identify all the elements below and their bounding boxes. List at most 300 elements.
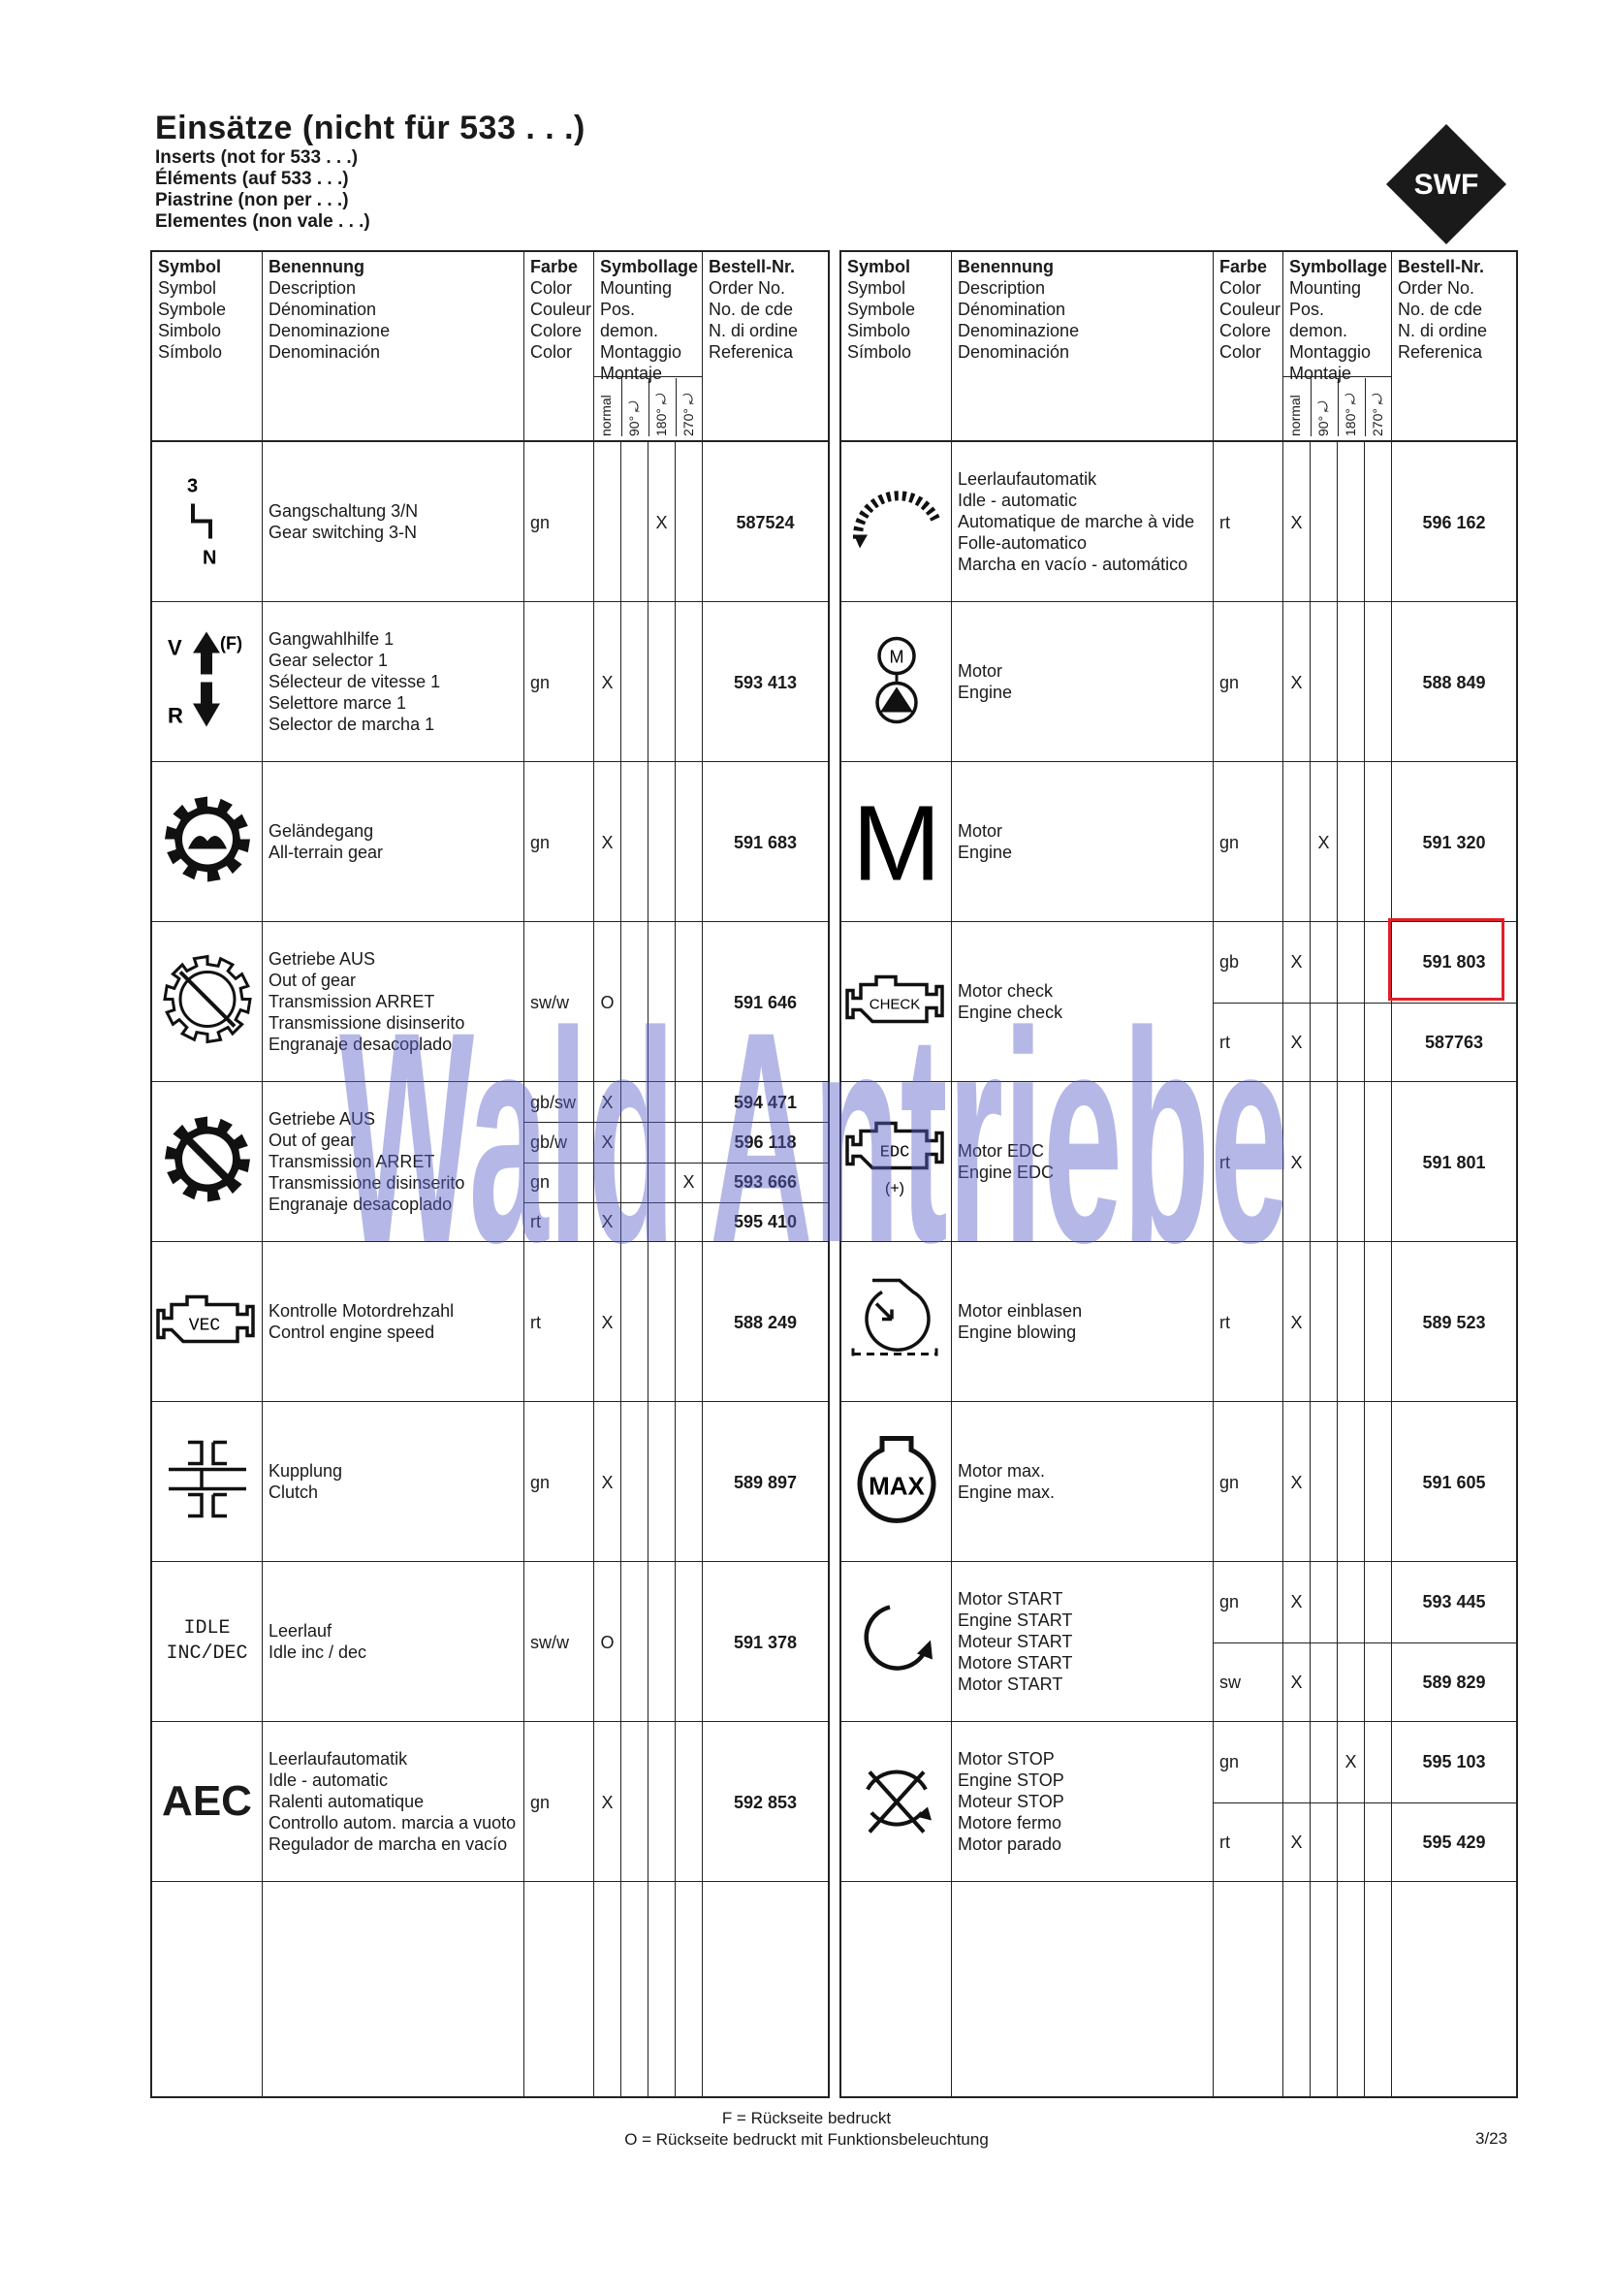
- description-line: Engine blowing: [958, 1323, 1077, 1342]
- table-row: [841, 442, 1516, 602]
- pos-270-cell: [1365, 1242, 1392, 1401]
- symbol-cell: [841, 1722, 952, 1881]
- pos-270-cell: [676, 1082, 703, 1241]
- header-symbol-en: Symbol: [847, 278, 906, 298]
- color-value: sw/w: [530, 1632, 569, 1652]
- table-row: [841, 1402, 1516, 1562]
- mounting-mark: X: [1290, 1032, 1303, 1052]
- header-symbol-fr: Symbole: [158, 300, 227, 319]
- pos-normal-cell: [1283, 922, 1311, 1081]
- mounting-mark: X: [601, 832, 614, 852]
- description-line: Engine START: [958, 1610, 1073, 1630]
- description-line: Engranaje desacoplado: [269, 1195, 453, 1214]
- description-line: Idle - automatic: [958, 491, 1078, 510]
- symbol-cell: [152, 442, 263, 601]
- order-number: 593 666: [733, 1172, 798, 1193]
- pos-90-cell: [621, 1722, 648, 1881]
- pos-normal-cell: [594, 1242, 621, 1401]
- description-line: Kupplung: [269, 1461, 343, 1481]
- table-row: [152, 602, 828, 762]
- header-desc-de: Benennung: [269, 257, 364, 276]
- description-line: Out of gear: [269, 971, 357, 990]
- svg-text:M: M: [889, 647, 903, 667]
- color-value: gn: [530, 832, 551, 852]
- description-line: Motore fermo: [958, 1813, 1062, 1833]
- order-cell: [703, 922, 828, 1081]
- description-lines: [958, 980, 1062, 1023]
- order-number: 587763: [1424, 1032, 1484, 1052]
- symbol-text-line: INC/DEC: [166, 1642, 248, 1665]
- description-cell: [952, 922, 1214, 1081]
- header-mounting-it: Montaggio: [600, 342, 682, 362]
- description-lines: [958, 1300, 1082, 1343]
- pos-normal-cell: [1283, 1562, 1311, 1721]
- mounting-mark: O: [600, 1632, 615, 1652]
- description-lines: [269, 1460, 342, 1503]
- svg-text:3: 3: [186, 475, 198, 497]
- header-color-fr: Couleur: [530, 300, 592, 319]
- pos-270-cell: [1365, 1562, 1392, 1721]
- order-number: 591 605: [1422, 1472, 1486, 1492]
- description-line: Engranaje desacoplado: [269, 1035, 453, 1054]
- pos-180-cell: [648, 1242, 676, 1401]
- description-cell: [263, 1402, 524, 1561]
- title-it: Piastrine (non per . . .): [155, 190, 349, 210]
- table-body: [841, 442, 1516, 2096]
- table-row: [152, 1562, 828, 1722]
- color-cell: [1214, 922, 1283, 1081]
- logo-text: SWF: [1413, 169, 1479, 201]
- header-mounting: [1283, 252, 1392, 440]
- order-number: 594 471: [733, 1092, 798, 1112]
- color-value: rt: [1219, 1152, 1230, 1172]
- description-lines: [269, 1748, 516, 1855]
- pos-normal-cell: [1283, 1082, 1311, 1241]
- pos-normal-cell: [594, 602, 621, 761]
- mounting-mark: X: [1290, 952, 1303, 973]
- table-row: [841, 922, 1516, 1082]
- color-value: rt: [530, 1212, 541, 1232]
- pos-270-cell: [676, 1402, 703, 1561]
- order-number: 589 897: [733, 1472, 798, 1492]
- pos-270-cell: [676, 602, 703, 761]
- header-symbol-es: Símbolo: [158, 342, 223, 362]
- symbol-cell: [152, 1882, 263, 2096]
- color-cell: [1214, 1402, 1283, 1561]
- order-number: 591 646: [733, 992, 798, 1012]
- order-cell: [703, 762, 828, 921]
- header-color-es: Color: [1219, 342, 1262, 362]
- color-value: rt: [1219, 1032, 1230, 1052]
- description-line: Clutch: [269, 1483, 319, 1502]
- pos-normal-cell: [1283, 1882, 1311, 2096]
- pos-270-cell: [676, 762, 703, 921]
- color-value: gn: [1219, 832, 1240, 852]
- symbol-cell: [841, 602, 952, 761]
- pos-180-cell: [1338, 1082, 1365, 1241]
- symbol-cell: [841, 442, 952, 601]
- description-cell: [952, 442, 1214, 601]
- header-order-fr: No. de cde: [1398, 300, 1483, 319]
- description-line: Gangwahlhilfe 1: [269, 629, 395, 649]
- order-number: 587524: [736, 512, 795, 532]
- header-symbol: [841, 252, 952, 440]
- description-line: Gangschaltung 3/N: [269, 501, 419, 521]
- svg-text:VEC: VEC: [188, 1316, 220, 1336]
- description-cell: [263, 442, 524, 601]
- description-lines: [269, 628, 440, 735]
- description-lines: [958, 1140, 1054, 1183]
- table-row: [841, 1242, 1516, 1402]
- pos-normal-cell: [594, 1402, 621, 1561]
- pos-270-label: 270° ⤾: [676, 378, 702, 436]
- table-row: [841, 1562, 1516, 1722]
- description-line: Regulador de marcha en vacío: [269, 1834, 508, 1854]
- color-value: rt: [1219, 1312, 1230, 1332]
- description-line: Gear selector 1: [269, 651, 389, 670]
- description-cell: [263, 1562, 524, 1721]
- description-line: Motor START: [958, 1674, 1063, 1694]
- header-color-de: Farbe: [530, 257, 579, 276]
- watermark-text: Wald Antriebe: [339, 969, 1289, 1305]
- header-mounting-en: Mounting: [600, 278, 673, 298]
- order-cell: [703, 1242, 828, 1401]
- svg-text:M: M: [851, 790, 941, 888]
- pos-normal-cell: [594, 442, 621, 601]
- symbol-cell: [841, 1082, 952, 1241]
- mounting-mark: X: [601, 1212, 614, 1232]
- clutch-icon: [159, 1431, 256, 1533]
- order-cell: [1392, 1722, 1516, 1881]
- color-value: gn: [1219, 1752, 1240, 1772]
- idle-automatic-icon: [848, 481, 945, 563]
- svg-text:MAX: MAX: [868, 1471, 925, 1501]
- description-line: Geländegang: [269, 821, 374, 841]
- header-color-it: Colore: [530, 321, 583, 340]
- mounting-mark: X: [1344, 1752, 1357, 1772]
- color-cell: [524, 442, 594, 601]
- order-cell: [1392, 442, 1516, 601]
- mounting-mark: X: [1290, 672, 1303, 692]
- symbol-cell: [152, 1402, 263, 1561]
- pos-180-cell: [1338, 922, 1365, 1081]
- mounting-mark: X: [601, 1792, 614, 1812]
- description-line: Leerlauf: [269, 1621, 332, 1641]
- description-line: Transmissione disinserito: [269, 1013, 465, 1033]
- description-line: Engine: [958, 683, 1013, 702]
- description-lines: [958, 1748, 1064, 1855]
- pos-90-cell: [621, 922, 648, 1081]
- pos-90-cell: [1311, 1882, 1338, 2096]
- table-row: [152, 762, 828, 922]
- engine-stop-icon: [848, 1751, 945, 1853]
- highlight-box: [1388, 918, 1504, 1001]
- description-cell: [263, 602, 524, 761]
- pos-normal-cell: [594, 1882, 621, 2096]
- description-cell: [263, 922, 524, 1081]
- description-line: Motor parado: [958, 1834, 1062, 1854]
- description-line: Engine EDC: [958, 1163, 1055, 1182]
- description-lines: [269, 1300, 454, 1343]
- description-line: Motor: [958, 821, 1003, 841]
- description-line: Marcha en vacío - automático: [958, 555, 1188, 574]
- order-number: 591 801: [1422, 1152, 1486, 1172]
- pos-180-cell: [648, 1722, 676, 1881]
- color-value: gn: [530, 672, 551, 692]
- description-cell: [952, 602, 1214, 761]
- pos-normal-cell: [594, 1082, 621, 1241]
- table-row: [841, 762, 1516, 922]
- description-lines: [269, 500, 418, 543]
- header-order-fr: No. de cde: [709, 300, 794, 319]
- symbol-cell: [841, 922, 952, 1081]
- order-number: 596 162: [1422, 512, 1486, 532]
- table-header: [152, 252, 828, 442]
- order-number: 591 378: [733, 1632, 798, 1652]
- header-mounting-de: Symbollage: [1289, 257, 1388, 276]
- header-mounting-it: Montaggio: [1289, 342, 1372, 362]
- order-number: 593 413: [733, 672, 798, 692]
- mounting-mark: X: [601, 1472, 614, 1492]
- header-order-it: N. di ordine: [709, 321, 799, 340]
- mounting-mark: X: [1317, 832, 1330, 852]
- engine-max-icon: [853, 1431, 940, 1533]
- color-value: gn: [1219, 672, 1240, 692]
- description-line: Motor max.: [958, 1461, 1046, 1481]
- order-cell: [1392, 922, 1516, 1081]
- order-cell: [703, 602, 828, 761]
- pos-180-cell: [1338, 762, 1365, 921]
- pos-180-cell: [648, 602, 676, 761]
- gear-selector-icon: [164, 626, 251, 738]
- description-line: Control engine speed: [269, 1323, 435, 1342]
- svg-text:(F): (F): [219, 633, 242, 654]
- header-mounting-es: Montaje: [1289, 364, 1352, 383]
- order-cell: [703, 1722, 828, 1881]
- mounting-mark: X: [1290, 1672, 1303, 1692]
- pos-normal-cell: [1283, 602, 1311, 761]
- terrain-gear-icon: [159, 791, 256, 893]
- description-line: Leerlaufautomatik: [269, 1749, 408, 1769]
- color-cell: [524, 1082, 594, 1241]
- pos-90-cell: [621, 1082, 648, 1241]
- svg-text:(+): (+): [884, 1180, 904, 1197]
- description-line: Moteur START: [958, 1632, 1073, 1651]
- pos-normal-cell: [594, 922, 621, 1081]
- mounting-mark: X: [1290, 1592, 1303, 1612]
- pos-normal-cell: [594, 762, 621, 921]
- pos-180-cell: [1338, 442, 1365, 601]
- header-mounting-fr: Pos. demon.: [1289, 300, 1348, 340]
- order-cell: [1392, 1882, 1516, 2096]
- pos-270-cell: [1365, 762, 1392, 921]
- header-desc-en: Description: [269, 278, 357, 298]
- color-cell: [524, 1882, 594, 2096]
- pos-180-cell: [648, 1402, 676, 1561]
- header-desc-it: Denominazione: [269, 321, 391, 340]
- out-of-gear-bold-icon: [159, 1111, 256, 1213]
- table-row: [152, 1242, 828, 1402]
- description-line: Kontrolle Motordrehzahl: [269, 1301, 455, 1321]
- color-value: gb: [1219, 952, 1240, 973]
- pos-normal-label: normal: [1287, 395, 1303, 436]
- header-symbol-fr: Symbole: [847, 300, 916, 319]
- aec-text: [152, 1777, 262, 1825]
- description-line: Engine max.: [958, 1483, 1056, 1502]
- pos-90-cell: [1311, 1722, 1338, 1881]
- page-number: 3/23: [1475, 2129, 1508, 2148]
- color-cell: [1214, 762, 1283, 921]
- description-lines: [958, 820, 1012, 863]
- header-order-de: Bestell-Nr.: [1398, 257, 1485, 276]
- order-number: 591 683: [733, 832, 798, 852]
- color-cell: [1214, 442, 1283, 601]
- description-lines: [269, 1108, 464, 1215]
- pos-normal-cell: [1283, 442, 1311, 601]
- svg-text:R: R: [167, 703, 183, 728]
- description-cell: [952, 1882, 1214, 2096]
- pos-normal-label: normal: [598, 395, 614, 436]
- symbol-cell: [841, 1562, 952, 1721]
- pos-90-cell: [1311, 1082, 1338, 1241]
- order-number: 588 249: [733, 1312, 798, 1332]
- order-number: 593 445: [1422, 1592, 1486, 1612]
- pos-180-cell: [648, 1882, 676, 2096]
- header-color: [524, 252, 594, 440]
- description-line: Transmission ARRET: [269, 1152, 435, 1171]
- order-cell: [703, 1562, 828, 1721]
- header-desc-es: Denominación: [269, 342, 381, 362]
- header-order-en: Order No.: [1398, 278, 1475, 298]
- letter-m-icon: [848, 791, 945, 893]
- order-cell: [703, 1082, 828, 1241]
- table-row: [152, 442, 828, 602]
- description-cell: [263, 1882, 524, 2096]
- symbol-cell: [841, 1242, 952, 1401]
- description-line: Motor START: [958, 1589, 1063, 1609]
- symbol-cell: [152, 602, 263, 761]
- pos-normal-cell: [1283, 1402, 1311, 1561]
- swf-logo: [1384, 122, 1508, 246]
- header-desc-en: Description: [958, 278, 1046, 298]
- header-symbol: [152, 252, 263, 440]
- pos-270-cell: [676, 1242, 703, 1401]
- description-line: Idle inc / dec: [269, 1642, 367, 1662]
- description-cell: [263, 1082, 524, 1241]
- color-cell: [1214, 1242, 1283, 1401]
- pos-90-label: 90° ⤾: [1311, 378, 1337, 436]
- order-cell: [703, 1882, 828, 2096]
- order-number: 592 853: [733, 1792, 798, 1812]
- header-mounting-fr: Pos. demon.: [600, 300, 659, 340]
- description-line: Folle-automatico: [958, 533, 1088, 553]
- header-color-es: Color: [530, 342, 573, 362]
- svg-text:CHECK: CHECK: [869, 996, 920, 1013]
- header-order: [1392, 252, 1516, 440]
- footer-notes: [0, 2108, 1613, 2151]
- pos-90-cell: [621, 762, 648, 921]
- color-value: gn: [530, 512, 551, 532]
- color-cell: [1214, 1082, 1283, 1241]
- mounting-mark: X: [1290, 512, 1303, 532]
- description-cell: [263, 1242, 524, 1401]
- mounting-mark: X: [1290, 1152, 1303, 1172]
- color-cell: [524, 1722, 594, 1881]
- pos-180-cell: [648, 1562, 676, 1721]
- footer-note-f: F = Rückseite bedruckt: [721, 2109, 892, 2127]
- pos-90-label: 90° ⤾: [621, 378, 648, 436]
- header-symbol-it: Simbolo: [847, 321, 911, 340]
- mounting-mark: X: [655, 512, 668, 532]
- pos-90-cell: [621, 442, 648, 601]
- header-symbol-en: Symbol: [158, 278, 217, 298]
- header-order-es: Referenica: [709, 342, 794, 362]
- order-cell: [1392, 1402, 1516, 1561]
- description-lines: [958, 1460, 1055, 1503]
- engine-blowing-icon: [843, 1271, 950, 1373]
- pos-180-label: 180° ⤾: [648, 378, 675, 436]
- page-title: Einsätze (nicht für 533 . . .): [155, 110, 585, 146]
- color-value: gn: [530, 1472, 551, 1492]
- description-cell: [952, 1402, 1214, 1561]
- pos-270-cell: [676, 1562, 703, 1721]
- title-fr: Éléments (auf 533 . . .): [155, 169, 349, 189]
- header-desc-de: Benennung: [958, 257, 1054, 276]
- order-number: 591 320: [1422, 832, 1486, 852]
- description-line: Motor: [958, 661, 1003, 681]
- description-line: Transmissione disinserito: [269, 1173, 465, 1193]
- color-value: rt: [1219, 1832, 1230, 1852]
- pos-180-cell: [648, 762, 676, 921]
- description-cell: [952, 762, 1214, 921]
- symbol-cell: [152, 1562, 263, 1721]
- pos-90-cell: [1311, 762, 1338, 921]
- idle-text: [152, 1616, 262, 1667]
- pos-90-cell: [1311, 922, 1338, 1081]
- color-cell: [1214, 1722, 1283, 1881]
- mounting-mark: X: [601, 1132, 614, 1152]
- symbol-text-line: AEC: [162, 1777, 252, 1825]
- description-line: Motor EDC: [958, 1141, 1045, 1161]
- symbol-cell: [152, 1242, 263, 1401]
- color-value: sw: [1219, 1672, 1241, 1692]
- description-line: Gear switching 3-N: [269, 523, 418, 542]
- header-symbol-it: Simbolo: [158, 321, 222, 340]
- table-row: [841, 602, 1516, 762]
- description-lines: [269, 948, 464, 1055]
- description-lines: [958, 660, 1012, 703]
- header-order-de: Bestell-Nr.: [709, 257, 796, 276]
- pos-90-cell: [1311, 1402, 1338, 1561]
- pos-270-cell: [1365, 1402, 1392, 1561]
- table-body: [152, 442, 828, 2096]
- pos-90-cell: [621, 1882, 648, 2096]
- header-order-en: Order No.: [709, 278, 786, 298]
- header-description: [263, 252, 524, 440]
- description-line: All-terrain gear: [269, 843, 384, 862]
- symbol-cell: [841, 1402, 952, 1561]
- description-line: Sélecteur de vitesse 1: [269, 672, 441, 691]
- pos-normal-cell: [1283, 1722, 1311, 1881]
- order-cell: [1392, 1242, 1516, 1401]
- symbol-text-line: IDLE: [183, 1617, 231, 1640]
- description-line: Motor check: [958, 981, 1054, 1001]
- color-cell: [524, 762, 594, 921]
- footer-note-o: O = Rückseite bedruckt mit Funktionsbeleuchtung: [624, 2130, 989, 2149]
- description-line: Moteur STOP: [958, 1792, 1064, 1811]
- header-description: [952, 252, 1214, 440]
- header-color-en: Color: [530, 278, 573, 298]
